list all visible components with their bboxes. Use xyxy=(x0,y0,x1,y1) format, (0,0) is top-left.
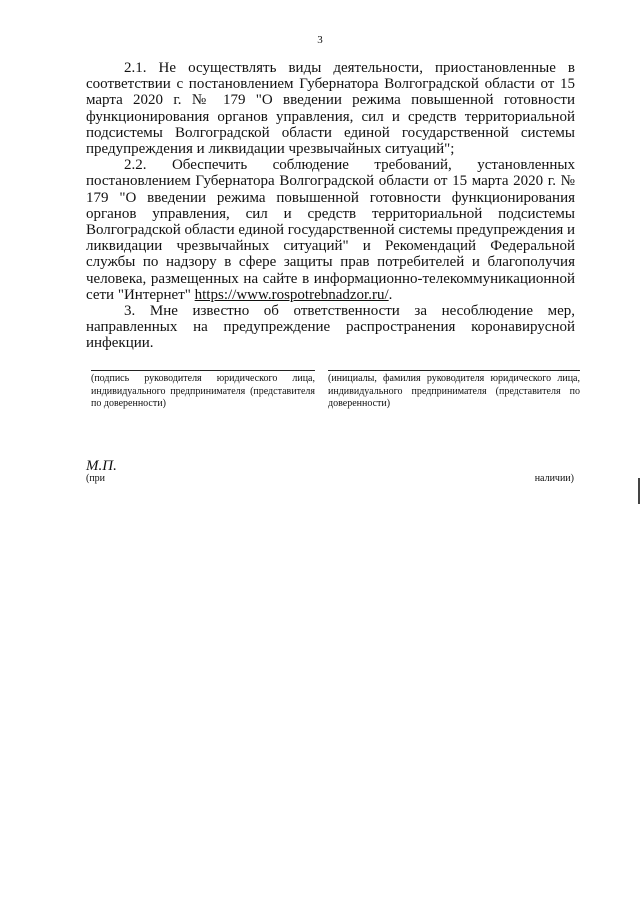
stamp-note-end: наличии) xyxy=(534,473,574,484)
paragraph-2-2-end: . xyxy=(388,286,393,303)
page-number: 3 xyxy=(317,34,323,46)
stamp-label: М.П. xyxy=(86,458,117,474)
name-field: (инициалы, фамилия руководителя юридического лица, индивидуального предпринимателя (представителя по доверенности) xyxy=(328,370,580,411)
paragraph-2-2 xyxy=(86,157,575,303)
document-body xyxy=(86,60,575,352)
stamp-note-start: (при xyxy=(86,473,106,484)
paragraph-2-2-text: 2.2. Обеспечить соблюдение требований, установленных постановлением Губернатора Волгоградской области от 15 марта 2020 г. № 179 "О введении режима повышенной готовности функционирования органов управления, сил и средств территориальной подсистемы Волгоградской области единой государственной системы предупреждения и ликвидации чрезвычайных ситуаций" и Рекомендаций Федеральной службы по надзору в сфере защиты прав потребителей и благополучия человека, размещенных на сайте в информационно-телекоммуникационной сети "Интернет" xyxy=(86,157,576,303)
rospotrebnadzor-link[interactable]: https://www.rospotrebnadzor.ru/ xyxy=(194,286,389,303)
paragraph-3: 3. Мне известно об ответственности за несоблюдение мер, направленных на предупреждение распространения коронавирусной инфекции. xyxy=(86,303,575,352)
signature-field: (подпись руководителя юридического лица, индивидуального предпринимателя (представителя по доверенности) xyxy=(91,370,315,411)
paragraph-2-1: 2.1. Не осуществлять виды деятельности, приостановленные в соответствии с постановлением Губернатора Волгоградской области от 15 марта 2020 г. № 179 "О введении режима повышенной готовности функционирования органов управления, сил и средств территориальной подсистемы Волгоградской области единой государственной системы предупреждения и ликвидации чрезвычайных ситуаций"; xyxy=(86,60,575,158)
